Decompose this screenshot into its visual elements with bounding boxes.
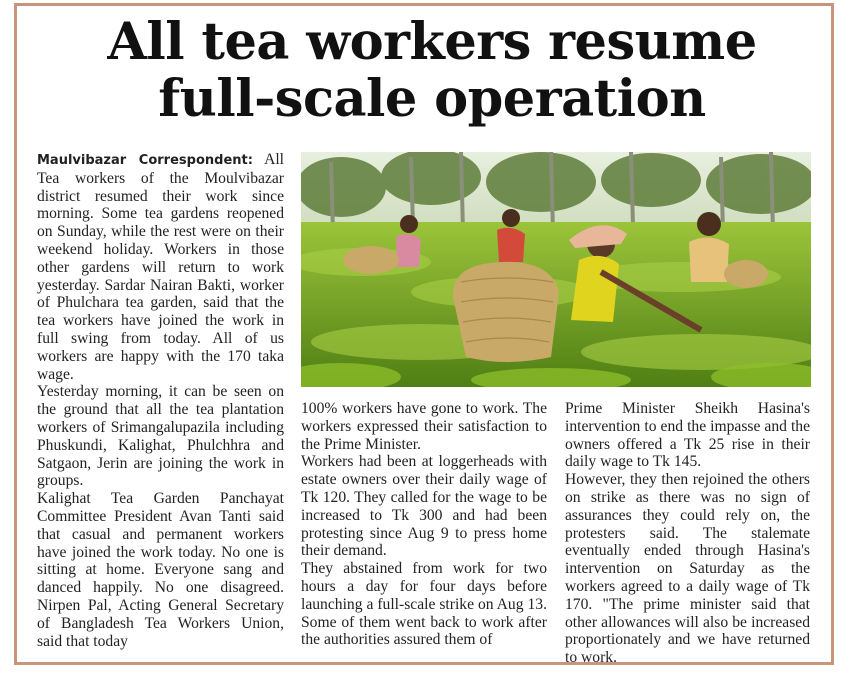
paragraph-text: All Tea workers of the Moulvibazar district resumed their work since morning. Some tea gardens reopened on Sunday, while the rest were on their weekend holiday. Workers in those other gardens will return to work yesterday. Sardar Nairan Bakti, worker of Phulchara tea garden, said that the tea workers have joined the work in full swing from today. All of us workers are happy with the 170 taka wage. [37,151,284,383]
tea-garden-photo [301,152,811,387]
paragraph: Prime Minister Sheikh Hasina's intervention to end the impasse and the owners offered a Tk 25 rise in their daily wage to Tk 145. [565,400,810,471]
paragraph: Workers had been at loggerheads with estate owners over their daily wage of Tk 120. They called for the wage to be increased to Tk 300 and had been protesting since Aug 9 to press home their demand. [301,453,547,560]
article-headline [0,14,864,128]
paragraph: Kalighat Tea Garden Panchayat Committee President Avan Tanti said that casual and permanent workers have joined the work today. No one is sitting at home. Everyone sang and danced happily. No one disagreed. Nirpen Pal, Acting General Secretary of Bangladesh Tea Workers Union, said that today [37,490,284,650]
tea-garden-illustration [301,152,811,387]
paragraph: However, they then rejoined the others on strike as there was no sign of assurances they could rely on, the protesters said. The stalemate eventually ended through Hasina's intervention on Saturday as the workers agreed to a daily wage of Tk 170. "The prime minister said that other allowances will also be increased proportionately and we have returned to work. [565,471,810,667]
text-column-1 [37,151,284,650]
paragraph [37,151,284,383]
headline-line-2: full-scale operation [158,69,706,129]
text-column-2 [301,400,547,649]
paragraph: They abstained from work for two hours a day for four days before launching a full-scale strike on Aug 13. Some of them went back to work after the authorities assured them of [301,560,547,649]
byline: Maulvibazar Correspondent: [37,153,253,168]
headline-line-1: All tea workers resume [107,12,757,72]
paragraph: Yesterday morning, it can be seen on the ground that all the tea plantation workers of Srimangalupazila including Phuskundi, Kalighat, Phulchhra and Satgaon, Jerin are joining the work in groups. [37,383,284,490]
paragraph: 100% workers have gone to work. The workers expressed their satisfaction to the Prime Minister. [301,400,547,453]
text-column-3 [565,400,810,667]
